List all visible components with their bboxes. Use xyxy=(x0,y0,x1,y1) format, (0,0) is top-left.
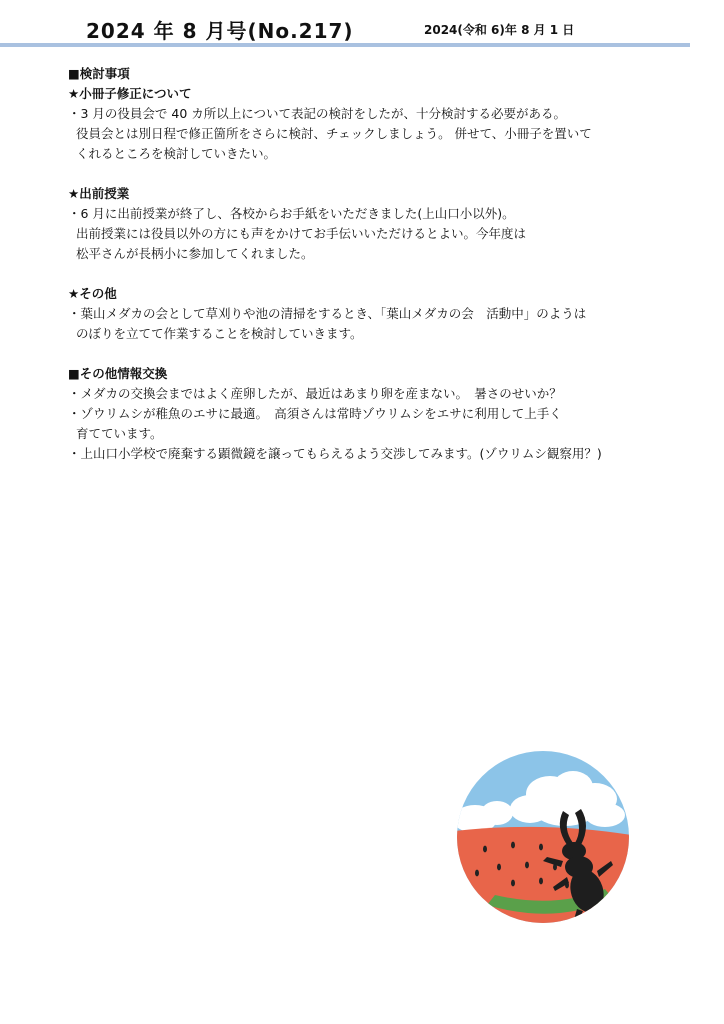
section-heading: ■その他情報交換 xyxy=(68,366,168,381)
section-outreach-class xyxy=(68,184,688,264)
body-line: ・葉山メダカの会として草刈りや池の清掃をするとき、「葉山メダカの会 活動中」のようは xyxy=(68,306,587,321)
section-info-exchange xyxy=(68,364,688,464)
body-line: 松平さんが長柄小に参加してくれました。 xyxy=(68,246,314,261)
section-heading: ★小冊子修正について xyxy=(68,86,192,101)
body-line: 育てています。 xyxy=(68,426,163,441)
body-line: のぼりを立てて作業することを検討していきます。 xyxy=(68,326,363,341)
body-line: くれるところを検討していきたい。 xyxy=(68,146,276,161)
body-line: ・6 月に出前授業が終了し、各校からお手紙をいただきました(上山口小以外)。 xyxy=(68,206,515,221)
stag-beetle-watermelon-illustration xyxy=(455,749,631,925)
body-line: ・3 月の役員会で 40 カ所以上について表記の検討をしたが、十分検討する必要がある。 xyxy=(68,106,567,121)
section-booklet xyxy=(68,84,688,164)
issue-title: 2024 年 8 月号(No.217) xyxy=(86,19,354,43)
body-line: 出前授業には役員以外の方にも声をかけてお手伝いいただけるとよい。今年度は xyxy=(68,226,526,241)
body-line: ・上山口小学校で廃棄する顕微鏡を譲ってもらえるよう交渉してみます。(ゾウリムシ観察用？) xyxy=(68,446,602,461)
main-heading: ■検討事項 xyxy=(68,66,130,81)
section-heading: ★出前授業 xyxy=(68,186,130,201)
body-line: 役員会とは別日程で修正箇所をさらに検討、チェックしましょう。 併せて、小冊子を置いて xyxy=(68,126,592,141)
header-divider xyxy=(0,43,690,47)
section-other xyxy=(68,284,688,344)
issue-date: 2024(令和 6)年 8 月 1 日 xyxy=(424,23,575,37)
newsletter-body xyxy=(68,64,688,484)
newsletter-header xyxy=(0,0,724,48)
body-line: ・メダカの交換会まではよく産卵したが、最近はあまり卵を産まない。 暑さのせいか？ xyxy=(68,386,562,401)
body-line: ・ゾウリムシが稚魚のエサに最適。 高須さんは常時ゾウリムシをエサに利用して上手く xyxy=(68,406,562,421)
section-heading: ★その他 xyxy=(68,286,117,301)
